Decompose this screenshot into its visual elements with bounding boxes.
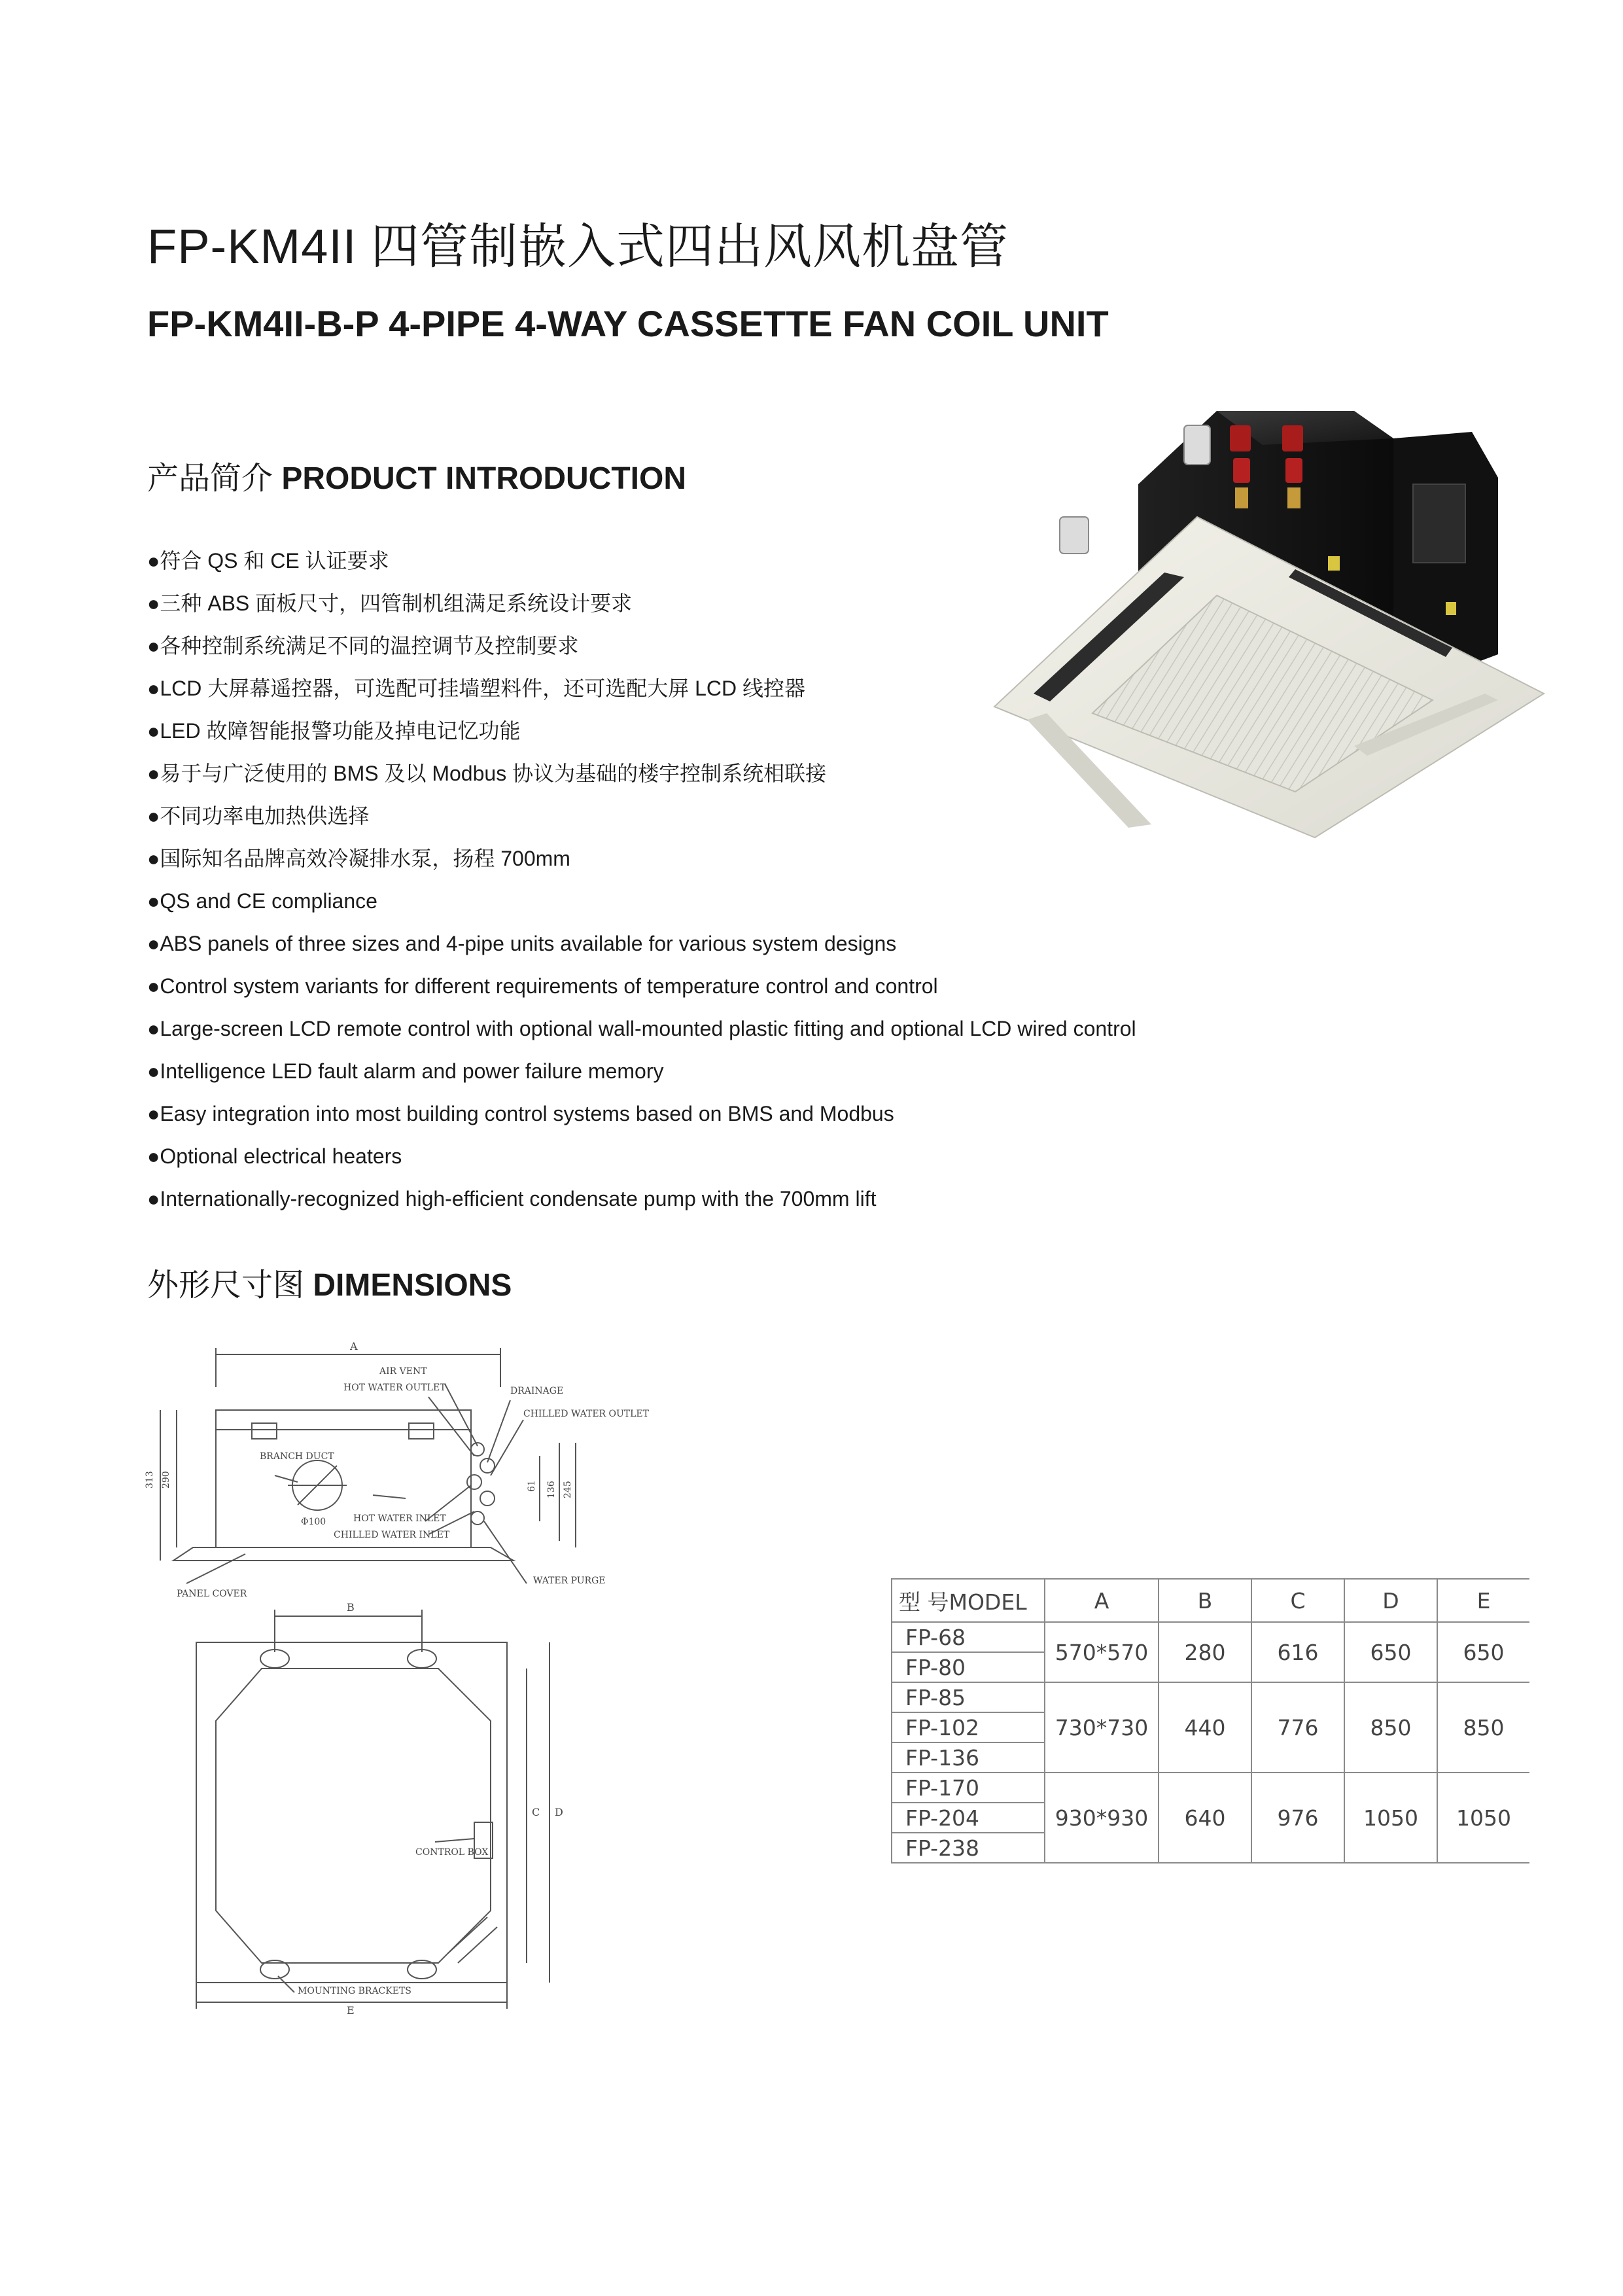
- model-cell: FP-68: [892, 1622, 1045, 1652]
- col-header-b: B: [1159, 1579, 1251, 1622]
- cell-c: 776: [1251, 1682, 1344, 1773]
- feature-item: ●国际知名品牌高效冷凝排水泵，扬程 700mm: [147, 847, 570, 870]
- label-panel-cover: PANEL COVER: [177, 1589, 247, 1599]
- feature-item: ●符合 QS 和 CE 认证要求: [147, 549, 389, 573]
- feature-item: ●Easy integration into most building control systems based on BMS and Modbus: [147, 1102, 894, 1125]
- label-hot-water-outlet: HOT WATER OUTLET: [343, 1383, 446, 1393]
- section-heading-dimensions-cn: 外形尺寸图: [147, 1268, 313, 1303]
- dim-label-d: D: [555, 1806, 563, 1818]
- col-header-d: D: [1344, 1579, 1437, 1622]
- cell-e: 650: [1437, 1622, 1529, 1682]
- cell-d: 850: [1344, 1682, 1437, 1773]
- label-control-box: CONTROL BOX: [415, 1847, 489, 1858]
- feature-item: ●Optional electrical heaters: [147, 1144, 402, 1168]
- label-drainage: DRAINAGE: [510, 1386, 564, 1396]
- cell-a: 930*930: [1045, 1773, 1159, 1863]
- dim-label-r1: 61: [527, 1480, 537, 1492]
- label-duct-diameter: Φ100: [301, 1517, 326, 1527]
- feature-item: ●三种 ABS 面板尺寸，四管制机组满足系统设计要求: [147, 592, 633, 615]
- feature-item: ●LED 故障智能报警功能及掉电记忆功能: [147, 719, 521, 743]
- label-air-vent: AIR VENT: [379, 1366, 427, 1377]
- section-heading-dimensions-en: DIMENSIONS: [313, 1268, 512, 1303]
- spec-table: [891, 1578, 1529, 1863]
- feature-item: ●各种控制系统满足不同的温控调节及控制要求: [147, 634, 579, 658]
- col-header-c: C: [1251, 1579, 1344, 1622]
- label-chilled-water-inlet: CHILLED WATER INLET: [334, 1530, 450, 1540]
- dim-label-h2: 290: [161, 1471, 171, 1489]
- table-header-row: [892, 1579, 1529, 1622]
- model-cell: FP-238: [892, 1833, 1045, 1863]
- dim-label-h1: 313: [145, 1471, 155, 1489]
- cell-b: 640: [1159, 1773, 1251, 1863]
- label-water-purge: WATER PURGE: [533, 1576, 606, 1586]
- feature-item: ●LCD 大屏幕遥控器，可选配可挂墙塑料件，还可选配大屏 LCD 线控器: [147, 677, 806, 700]
- dim-label-a: A: [350, 1340, 358, 1352]
- top-view-drawing: [186, 1590, 592, 2015]
- table-row: [892, 1682, 1529, 1712]
- dim-label-e: E: [347, 2004, 355, 2017]
- model-cell: FP-170: [892, 1773, 1045, 1803]
- label-branch-duct: BRANCH DUCT: [260, 1451, 334, 1462]
- cell-d: 650: [1344, 1622, 1437, 1682]
- dim-label-r3: 245: [563, 1481, 573, 1498]
- dim-label-r2: 136: [546, 1481, 557, 1498]
- model-cell: FP-204: [892, 1803, 1045, 1833]
- cell-e: 1050: [1437, 1773, 1529, 1863]
- feature-item: ●不同功率电加热供选择: [147, 804, 370, 828]
- section-heading-intro-en: PRODUCT INTRODUCTION: [281, 461, 686, 496]
- cell-b: 440: [1159, 1682, 1251, 1773]
- section-heading-intro-cn: 产品简介: [147, 461, 282, 496]
- label-mounting-brackets: MOUNTING BRACKETS: [298, 1986, 411, 1996]
- section-heading-intro: [147, 453, 686, 498]
- feature-item: ●Internationally-recognized high-efficient condensate pump with the 700mm lift: [147, 1187, 877, 1210]
- feature-item: ●QS and CE compliance: [147, 889, 377, 913]
- page-title-cn: FP-KM4II 四管制嵌入式四出风风机盘管: [147, 219, 1009, 274]
- section-heading-dimensions: [147, 1260, 512, 1305]
- cell-d: 1050: [1344, 1773, 1437, 1863]
- cell-e: 850: [1437, 1682, 1529, 1773]
- dim-label-c: C: [532, 1806, 540, 1818]
- side-view-drawing: [145, 1325, 649, 1600]
- feature-item: ●Intelligence LED fault alarm and power failure memory: [147, 1059, 664, 1083]
- cell-a: 730*730: [1045, 1682, 1159, 1773]
- dim-label-b: B: [347, 1601, 355, 1614]
- table-row: [892, 1622, 1529, 1652]
- col-header-e: E: [1437, 1579, 1529, 1622]
- table-row: [892, 1773, 1529, 1803]
- cell-a: 570*570: [1045, 1622, 1159, 1682]
- model-cell: FP-102: [892, 1712, 1045, 1742]
- cell-b: 280: [1159, 1622, 1251, 1682]
- label-hot-water-inlet: HOT WATER INLET: [353, 1513, 446, 1524]
- model-cell: FP-85: [892, 1682, 1045, 1712]
- feature-item: ●Control system variants for different requirements of temperature control and control: [147, 974, 938, 998]
- product-photo: [988, 406, 1550, 844]
- model-cell: FP-80: [892, 1652, 1045, 1682]
- label-chilled-water-outlet: CHILLED WATER OUTLET: [523, 1409, 649, 1419]
- col-header-model: 型 号MODEL: [892, 1579, 1045, 1622]
- feature-item: ●ABS panels of three sizes and 4-pipe units available for various system designs: [147, 932, 897, 955]
- feature-item: ●易于与广泛使用的 BMS 及以 Modbus 协议为基础的楼宇控制系统相联接: [147, 762, 827, 785]
- cell-c: 976: [1251, 1773, 1344, 1863]
- cell-c: 616: [1251, 1622, 1344, 1682]
- feature-item: ●Large-screen LCD remote control with optional wall-mounted plastic fitting and optional LCD wired control: [147, 1017, 1136, 1040]
- col-header-a: A: [1045, 1579, 1159, 1622]
- model-cell: FP-136: [892, 1742, 1045, 1773]
- page-title-en: FP-KM4II-B-P 4-PIPE 4-WAY CASSETTE FAN COIL UNIT: [147, 303, 1109, 344]
